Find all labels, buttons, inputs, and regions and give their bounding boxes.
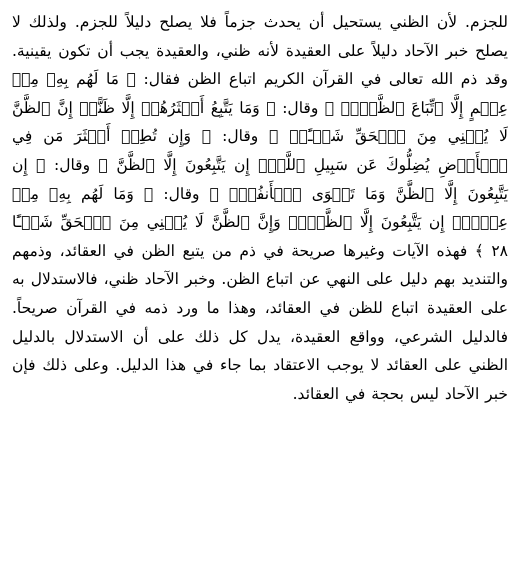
- body-paragraph: للجزم. لأن الظني يستحيل أن يحدث جزماً فلا يصلح دليلاً للجزم. ولذلك لا يصلح خبر الآحاد دليلاً على العقيدة لأنه ظني، والعقيدة يجب أن تكون يقينية. وقد ذم الله تعالى في القرآن الكريم اتباع الظن فقال: ﴿ مَا لَهُم بِهِۦ مِنۡ عِلۡمٍ إِلَّا ٱتِّبَاعَ ٱلظَّنِّۚ ﴾ وقال: ﴿ وَمَا يَتَّبِعُ أَكۡثَرُهُمۡ إِلَّا ظَنًّاۚ إِنَّ ٱلظَّنَّ لَا يُغۡنِي مِنَ ٱلۡحَقِّ شَيۡـًٔاۚ ﴾ وقال: ﴿ وَإِن تُطِعۡ أَكۡثَرَ مَن فِي ٱلۡأَرۡضِ يُضِلُّوكَ عَن سَبِيلِ ٱللَّهِۚ إِن يَتَّبِعُونَ إِلَّا ٱلظَّنَّ ﴾ وقال: ﴿ إِن يَتَّبِعُونَ إِلَّا ٱلظَّنَّ وَمَا تَهۡوَى ٱلۡأَنفُسُۖ ﴾ وقال: ﴿ وَمَا لَهُم بِهِۦ مِنۡ عِلۡمٍۖ إِن يَتَّبِعُونَ إِلَّا ٱلظَّنَّۖ وَإِنَّ ٱلظَّنَّ لَا يُغۡنِي مِنَ ٱلۡحَقِّ شَيۡـًٔا ٢٨ ﴾ فهذه الآيات وغيرها صريحة في ذم من يتبع الظن في العقائد، وذمهم والتنديد بهم دليل على النهي عن اتباع الظن. وخبر الآحاد ظني، فالاستدلال به على العقيدة اتباع للظن في العقائد، وهذا ما ورد ذمه في القرآن صريحاً. فالدليل الشرعي، وواقع العقيدة، يدل كل ذلك على أن الاستدلال بالدليل الظني على العقائد لا يوجب الاعتقاد بما جاء في هذا الدليل. وعلى ذلك فإن خبر الآحاد ليس بحجة في العقائد.: [12, 13, 508, 403]
